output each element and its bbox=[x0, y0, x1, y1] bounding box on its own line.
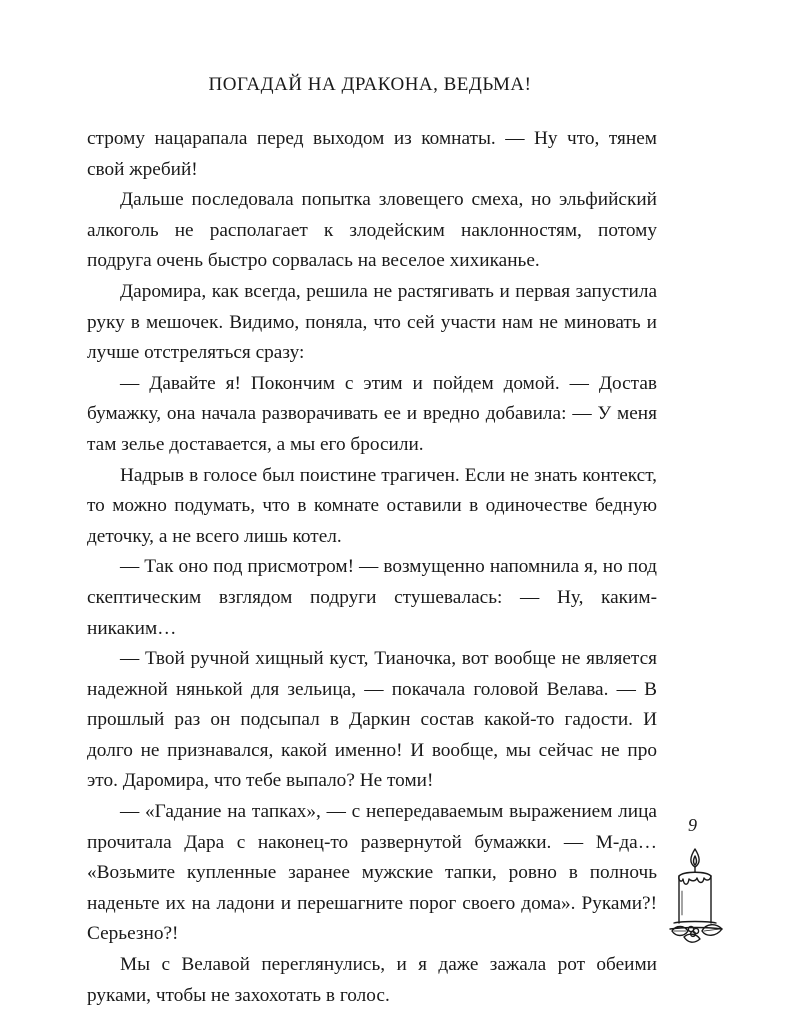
paragraph: — «Гадание на тапках», — с непередаваемым выражением лица прочитала Дара с наконец-то развернутой бумажки. — М-да… «Возьмите купленные заранее мужские тапки, ровно в полночь наденьте их на ладони и перешагните порог своего дома». Руками?! Серьезно?! bbox=[87, 801, 657, 945]
paragraph: Дальше последовала попытка зловещего смеха, но эльфийский алкоголь не располагает к злодейским наклонностям, потому подруга очень быстро сорвалась на веселое хихиканье. bbox=[87, 189, 657, 272]
paragraph: — Давайте я! Покончим с этим и пойдем домой. — Достав бумажку, она начала разворачивать ее и вредно добавила: — У меня там зелье доставается, а мы его бросили. bbox=[87, 372, 657, 455]
candle-with-holly-icon bbox=[662, 845, 732, 945]
paragraph: — Твой ручной хищный куст, Тианочка, вот вообще не является надежной нянькой для зельица, — покачала головой Велава. — В прошлый раз он подсыпал в Даркин состав какой-то гадости. И долго не признавался, какой именно! И вообще, мы сейчас не про это. Даромира, что тебе выпало? Не томи! bbox=[87, 648, 657, 792]
paragraph: Даромира, как всегда, решила не растягивать и первая запустила руку в мешочек. Видимо, поняла, что сей участи нам не миновать и лучше отстреляться сразу: bbox=[87, 280, 657, 364]
paragraph-continuation: строму нацарапала перед выходом из комнаты. — Ну что, тянем свой жребий! bbox=[87, 128, 657, 180]
page-number: 9 bbox=[688, 815, 697, 835]
body-text bbox=[87, 124, 657, 1011]
paragraph: Надрыв в голосе был поистине трагичен. Если не знать контекст, то можно подумать, что в комнате оставили в одиночестве бедную деточку, а не всего лишь котел. bbox=[87, 464, 657, 547]
paragraph: — Так оно под присмотром! — возмущенно напомнила я, но под скептическим взглядом подруги стушевалась: — Ну, каким-никаким… bbox=[87, 556, 657, 639]
paragraph: Мы с Велавой переглянулись, и я даже зажала рот обеими руками, чтобы не захохотать в голос. bbox=[87, 954, 657, 1006]
running-head-title: ПОГАДАЙ НА ДРАКОНА, ВЕДЬМА! bbox=[208, 74, 532, 95]
